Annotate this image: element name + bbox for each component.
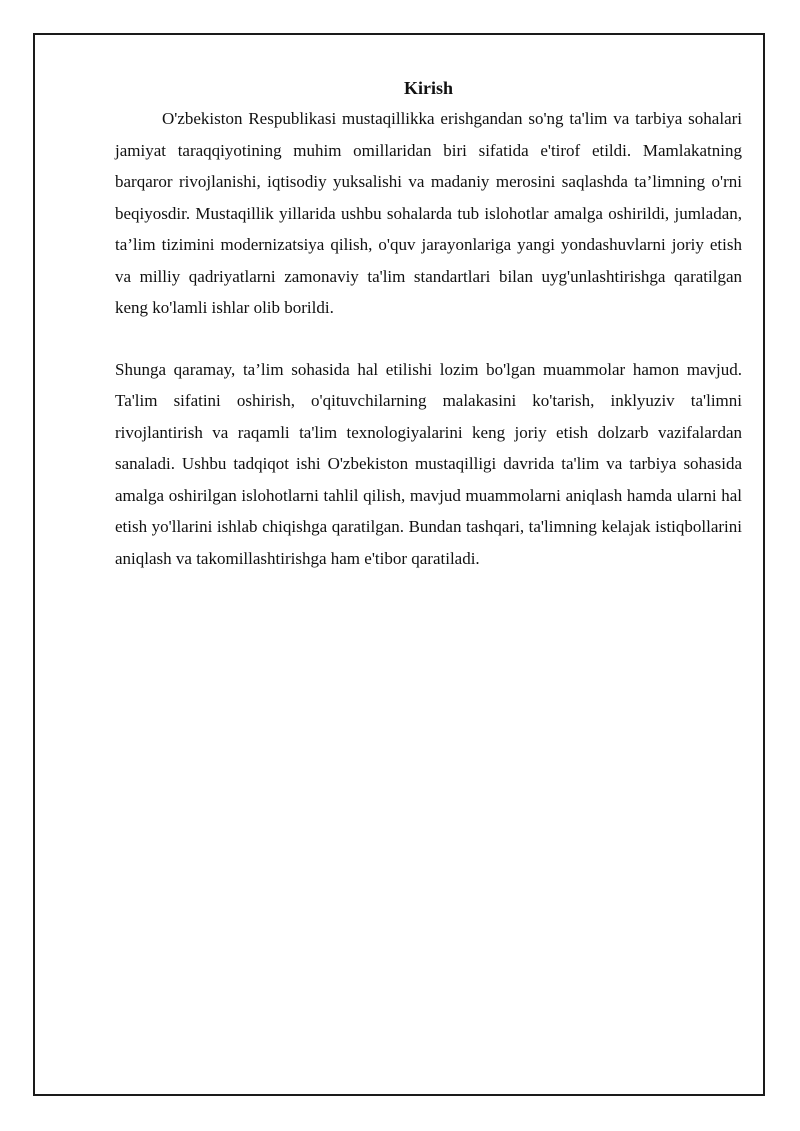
- document-body: [115, 74, 742, 574]
- paragraph-problems: Shunga qaramay, ta’lim sohasida hal etilishi lozim bo'lgan muammolar hamon mavjud. Ta'lim sifatini oshirish, o'qituvchilarning malakasini ko'tarish, inklyuziv ta'limni rivojlantirish va raqamli ta'lim texnologiyalarini keng joriy etish dolzarb vazifalardan sanaladi. Ushbu tadqiqot ishi O'zbekiston mustaqilligi davrida ta'lim va tarbiya sohasida amalga oshirilgan islohotlarni tahlil qilish, mavjud muammolarni aniqlash hamda ularni hal etish yo'llarini ishlab chiqishga qaratilgan. Bundan tashqari, ta'limning kelajak istiqbollarini aniqlash va takomillashtirishga ham e'tibor qaratiladi.: [115, 359, 742, 568]
- paragraph-gap: [115, 324, 742, 354]
- document-title: Kirish: [403, 78, 453, 98]
- paragraph-intro: O'zbekiston Respublikasi mustaqillikka erishgandan so'ng ta'lim va tarbiya sohalari jamiyat taraqqiyotining muhim omillaridan biri sifatida e'tirof etildi. Mamlakatning barqaror rivojlanishi, iqtisodiy yuksalishi va madaniy merosini saqlashda ta’limning o'rni beqiyosdir. Mustaqillik yillarida ushbu sohalarda tub islohotlar amalga oshirildi, jumladan, ta’lim tizimini modernizatsiya qilish, o'quv jarayonlariga yangi yondashuvlarni joriy etish va milliy qadriyatlarni zamonaviy ta'lim standartlari bilan uyg'unlashtirishga qaratilgan keng ko'lamli ishlar olib borildi.: [115, 109, 742, 317]
